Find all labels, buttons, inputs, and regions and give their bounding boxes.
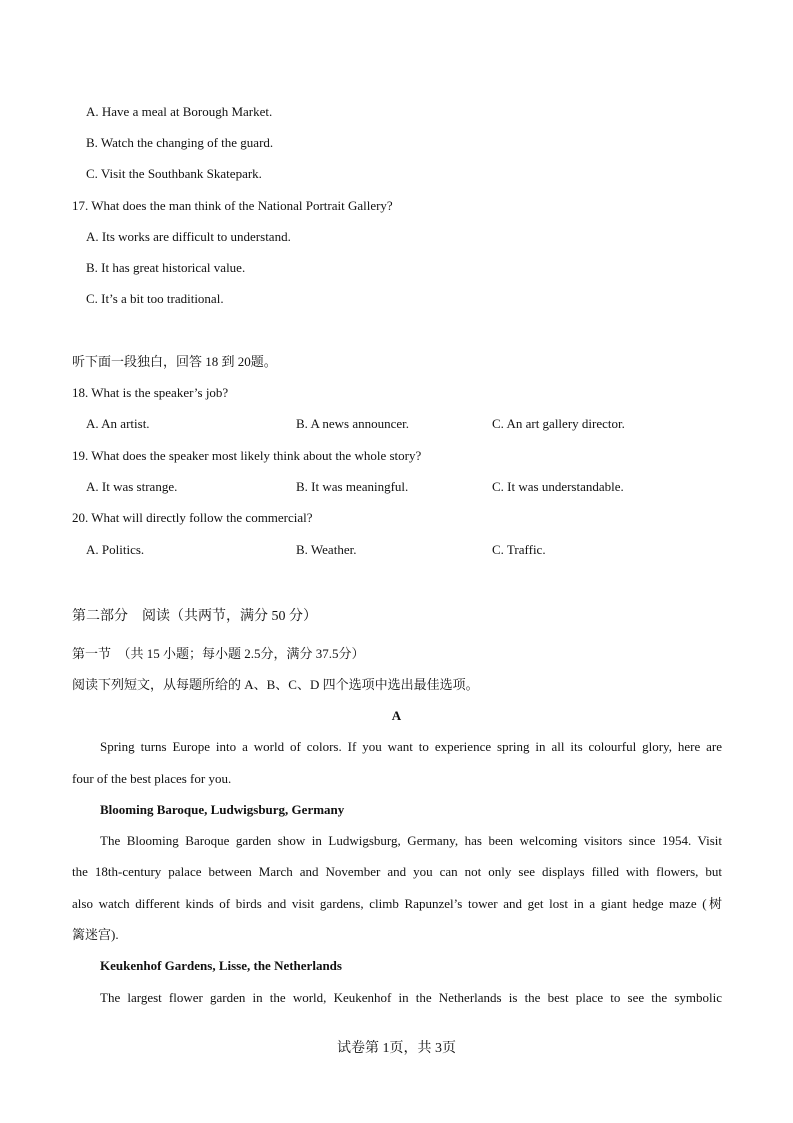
q17-option-a: A. Its works are difficult to understand. xyxy=(86,229,291,244)
q18-question: 18. What is the speaker’s job? xyxy=(72,385,229,400)
q19-question: 19. What does the speaker most likely think about the whole story? xyxy=(72,448,422,463)
q19-option-b: B. It was meaningful. xyxy=(296,479,409,494)
q16-option-b: B. Watch the changing of the guard. xyxy=(86,135,274,150)
q18-option-b: B. A news announcer. xyxy=(296,416,410,431)
subheading-keukenhof: Keukenhof Gardens, Lisse, the Netherlands xyxy=(100,958,342,973)
passage-p2-line2: the 18th-century palace between March and November and you can not only see displays filled with flowers, but xyxy=(72,864,722,879)
subheading-blooming-baroque: Blooming Baroque, Ludwigsburg, Germany xyxy=(100,802,345,817)
q18-option-a: A. An artist. xyxy=(86,416,150,431)
passage-p2-line3: also watch different kinds of birds and visit gardens, climb Rapunzel’s tower and get lost in a giant hedge maze (树 xyxy=(72,896,722,911)
q17-question: 17. What does the man think of the National Portrait Gallery? xyxy=(72,198,393,213)
passage-p3-line1: The largest flower garden in the world, Keukenhof in the Netherlands is the best place to see the symbolic xyxy=(100,990,722,1005)
reading-instruction: 阅读下列短文，从每题所给的 A、B、C、D 四个选项中选出最佳选项。 xyxy=(72,677,479,692)
q19-option-c: C. It was understandable. xyxy=(492,479,624,494)
q19-option-a: A. It was strange. xyxy=(86,479,178,494)
page-footer: 试卷第 1页，共 3页 xyxy=(337,1041,456,1056)
passage-letter: A xyxy=(391,708,402,723)
passage-p1-line2: four of the best places for you. xyxy=(72,771,232,786)
q20-option-b: B. Weather. xyxy=(296,542,357,557)
q17-option-b: B. It has great historical value. xyxy=(86,260,246,275)
q17-option-c: C. It’s a bit too traditional. xyxy=(86,291,224,306)
passage-p1-line1: Spring turns Europe into a world of colors. If you want to experience spring in all its colourful glory, here are xyxy=(100,739,722,754)
q20-option-a: A. Politics. xyxy=(86,542,145,557)
section1-heading: 第一节 （共 15 小题；每小题 2.5分，满分 37.5分） xyxy=(72,646,365,661)
q20-option-c: C. Traffic. xyxy=(492,542,546,557)
q16-option-c: C. Visit the Southbank Skatepark. xyxy=(86,166,262,181)
passage-p2-line4: 篱迷宫). xyxy=(72,927,119,942)
passage-p2-line1: The Blooming Baroque garden show in Ludwigsburg, Germany, has been welcoming visitors since 1954. Visit xyxy=(100,833,722,848)
monologue-instruction: 听下面一段独白，回答 18 到 20题。 xyxy=(72,354,277,369)
part2-heading: 第二部分 阅读（共两节，满分 50 分） xyxy=(72,609,317,624)
q16-option-a: A. Have a meal at Borough Market. xyxy=(86,104,273,119)
q18-option-c: C. An art gallery director. xyxy=(492,416,625,431)
q20-question: 20. What will directly follow the commercial? xyxy=(72,510,313,525)
